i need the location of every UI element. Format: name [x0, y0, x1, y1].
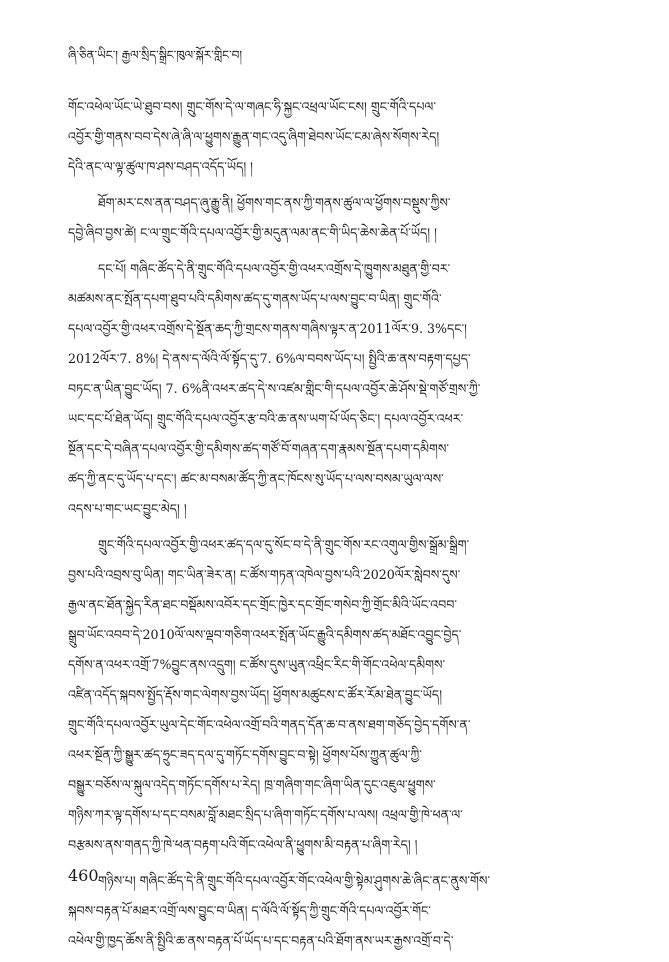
paragraph [68, 866, 616, 956]
text-line: བརྩམས་ནས་གནད་ཀྱི་ཁེ་ཕན་བརྟག་པའི་གོང་འཕེལ་ནི་ཕྱུགས་མི་བརྟན་པ་ཞིག་རེད། ། [68, 837, 418, 852]
text-line: དཔལ་འབྱོར་གྱི་འཕར་འགྲོས་དེ་སྔོན་ཆད་ཀྱི་གྲངས་གནས་གཞིས་ལྟར་ན་2011ལོར་9. 3%དང་། [68, 321, 467, 336]
text-line: སྒྲུབ་ཡོང་འབབ་དེ་2010ལོ་ལས་ལྡབ་གཅིག་འཕར་སྤོན་ཡོང་རྒྱུའི་དམིགས་ཚད་མཐོང་འབྱུང་བྱེད་ [68, 627, 462, 642]
text-line: བྱས་པའི་འབྲས་བུ་ཡིན། གང་ཡིན་ཟེར་ན། ང་ཚོས་གཏན་འཁེལ་བྱས་པའི་2020ལོར་སླེབས་དུས་ [68, 567, 461, 582]
body-text [68, 92, 616, 962]
text-line: ཚད་ཀྱི་ནང་དུ་ཡོད་པ་དང་། ཚང་མ་བསམ་ཚོད་ཀྱི་ནང་ཁོངས་སུ་ཡོད་པ་ལས་བསམ་ཡུལ་ལས་ [68, 471, 444, 486]
text-line: ཐོག་མར་ངས་ནན་བཤད་ཞུ་རྒྱུ་ནི། ཕྱོགས་གང་ནས་ཀྱི་གནས་ཚུལ་ལ་ཕྱོགས་བསྡུས་ཀྱིས་ [98, 195, 451, 210]
text-line: བསྒྱུར་བཅོས་ལ་སྐུལ་འདེད་གཏོང་དགོས་པ་རེད། ཁྲ་གཞིག་གང་ཞིག་ཡིན་དུང་འཇུལ་ཕྱུགས་ [68, 777, 436, 792]
text-line: སྐབས་བརྟན་པོ་མཐར་འགྲོ་ལས་བྱུང་བ་ཡིན། ད་ལོའི་ལོ་སྟོད་ཀྱི་གྲུང་གོའི་དཔལ་འབྱོར་གོང་ [68, 903, 431, 918]
text-line: སྔོན་དང་དེ་བཞིན་དཔལ་འབྱོར་གྱི་དམིགས་ཚད་གཙོ་བོ་གཞན་དག་རྣམས་སྔོན་དཔག་དམིགས་ [68, 441, 450, 456]
paragraph [68, 530, 616, 860]
text-line: གྲུང་གོའི་དཔལ་འབྱོར་གྱི་འཕར་ཚད་དལ་དུ་སོང་བ་དེ་ནི་གྲུང་གོས་རང་འགུལ་གྱིས་སྒྲོམ་སྒྲིག་ [98, 537, 470, 552]
text-line: གོང་འཕེལ་ཡོང་ཡེ་ཐུབ་བས། གྲུང་གོས་དེ་ལ་གཞང་ཧི་སྐྱང་འཕྲལ་ཡོང་ངས། གྲུང་གོའི་དཔལ་ [68, 99, 436, 114]
text-line: དབྱེ་ཞིབ་བྱས་ཚེ། ང་ལ་གྲུང་གོའི་དཔལ་འབྱོར་གྱི་མདུན་ལམ་ནང་གི་ཡིད་ཆེས་ཆེན་པོ་ཡོད། ། [68, 225, 437, 240]
page-number: 460 [68, 866, 99, 885]
text-line: དགོས་ན་འཕར་འགྲོ་7%བྱུང་ནས་འདྲུག། ང་ཚོས་དུས་ཡུན་འཕྲིང་རིང་གི་གོང་འཕེལ་དམིགས་ [68, 657, 446, 672]
text-line: མཚམས་ནང་སྤོན་དཔག་ཐུབ་པའི་དམིགས་ཚད་དུ་གནས་ཡོད་པ་ལས་བྱུང་བ་ཡིན། གྲུང་གོའི་ [68, 291, 442, 306]
text-line: འཕར་སྔོན་ཀྱི་སྒྱུར་ཚད་ཧྲུང་ཟད་དལ་དུ་གཏོང་དགོས་བྱུང་བ་སྟེ། ཕྱོགས་པོས་ཀྱུན་ཚུལ་ཀྱི་ [68, 747, 422, 762]
text-line: འབྱོར་གྱི་གནས་བབ་དེས་ཞེ་ཞི་ལ་ཕྱུགས་རྒྱུན་གང་འདུ་ཞིག་ཐེབས་ཡོང་ངམ་ཞེས་སོགས་རེད། [68, 129, 440, 144]
text-line: 2012ལོར་7. 8%། དེ་ནས་ད་ལོའི་ལོ་སྟོད་དུ་7. 6%ལ་བབས་ཡོད་པ། སྤྱིའི་ཆ་ནས་བརྟག་དཔྱད་ [68, 351, 471, 366]
paragraph [68, 188, 616, 248]
text-line: འཕེལ་གྱི་ཁྱད་ཆོས་ནི་སྤྱིའི་ཆ་ནས་བརྟན་པོ་ཡོད་པ་དང་བརྟན་པའི་ཐོག་ནས་ཡར་རྒྱས་འགྲོ་བ་དེ་ [68, 933, 454, 948]
text-line: གྲུང་གོའི་དཔལ་འབྱོར་ཡུལ་དེང་གོང་འཕེལ་འགྲོ་བའི་གནད་དོན་ཆ་བ་ནས་ཐག་གཅོད་བྱེད་དགོས་ན་ [68, 717, 471, 732]
text-line: རྒྱལ་ནང་ཐོན་སྐྱེད་རིན་ཐང་བསྡོམས་འབོར་དང་གྲོང་ཁྱེར་དང་གྲོང་གསེབ་ཀྱི་གྲོང་མིའི་ཡོང་འབབ་ [68, 597, 457, 612]
text-line: དེའི་ནང་ལ་ལྟ་ཚུལ་ཁ་ཤས་བཤད་འདོད་ཡོད། ། [68, 159, 253, 174]
text-line: དང་པོ། གཞིང་ཚོད་དེ་ནི་གྲུང་གོའི་དཔལ་འབྱོར་གྱི་འཕར་འགྲོས་དེ་ཁྱུགས་མཐུན་གྱི་བར་ [98, 261, 451, 276]
text-line: འདས་པ་གང་ཡང་བྱུང་མེད། ། [68, 501, 187, 516]
paragraph [68, 254, 616, 524]
text-line: འཛིན་འདོད་སྐབས་སྤྱོད་རྡོས་གང་ལེགས་བྱས་ཡོད། ཕྱོགས་མཚུངས་ང་ཚོར་རོམ་ཐེན་བྱུང་ཡོད། [68, 687, 443, 702]
paragraph [68, 92, 616, 182]
text-line: གཉིས་པ། གཞིང་ཚོད་དེ་ནི་གྲུང་གོའི་དཔལ་འབྱོར་གོང་འཕེལ་གྱི་སྟེམ་ཤུགས་ཆེ་ཞིང་ནང་ནུས་གོས་ [98, 873, 491, 888]
text-line: ཡང་དང་པོ་ཐེན་ཡོད། གྲུང་གོའི་དཔལ་འབྱོར་རྩ་བའི་ཆ་ནས་ཡག་པོ་ཡོད་ཅིང་། དཔལ་འབྱོར་འཕར་ [68, 411, 464, 426]
text-line: བཏང་ན་ཡིན་བྱུང་ཡོད། 7. 6%ནི་འཕར་ཚད་དེ་ས་འཛམ་གླིང་གི་དཔལ་འབྱོར་ཆེ་ཤོས་སྡེ་གཙོ་གྲས་ཀྱི་ [68, 381, 481, 396]
text-line: གཉིས་ཀར་ལྟ་དགོས་པ་དང་བསམ་བློ་མཐང་སྲིད་པ་ཞིག་གཏོང་དགོས་པ་ལས། འཕྲལ་གྱི་ཁེ་ཕན་ལ་ [68, 807, 463, 822]
running-header: ཞི་ཅིན་ཡིང་། རྒྱལ་སྲིད་སྒྲིང་ཁུལ་སྐོར་གླིང་བ། [68, 48, 242, 62]
